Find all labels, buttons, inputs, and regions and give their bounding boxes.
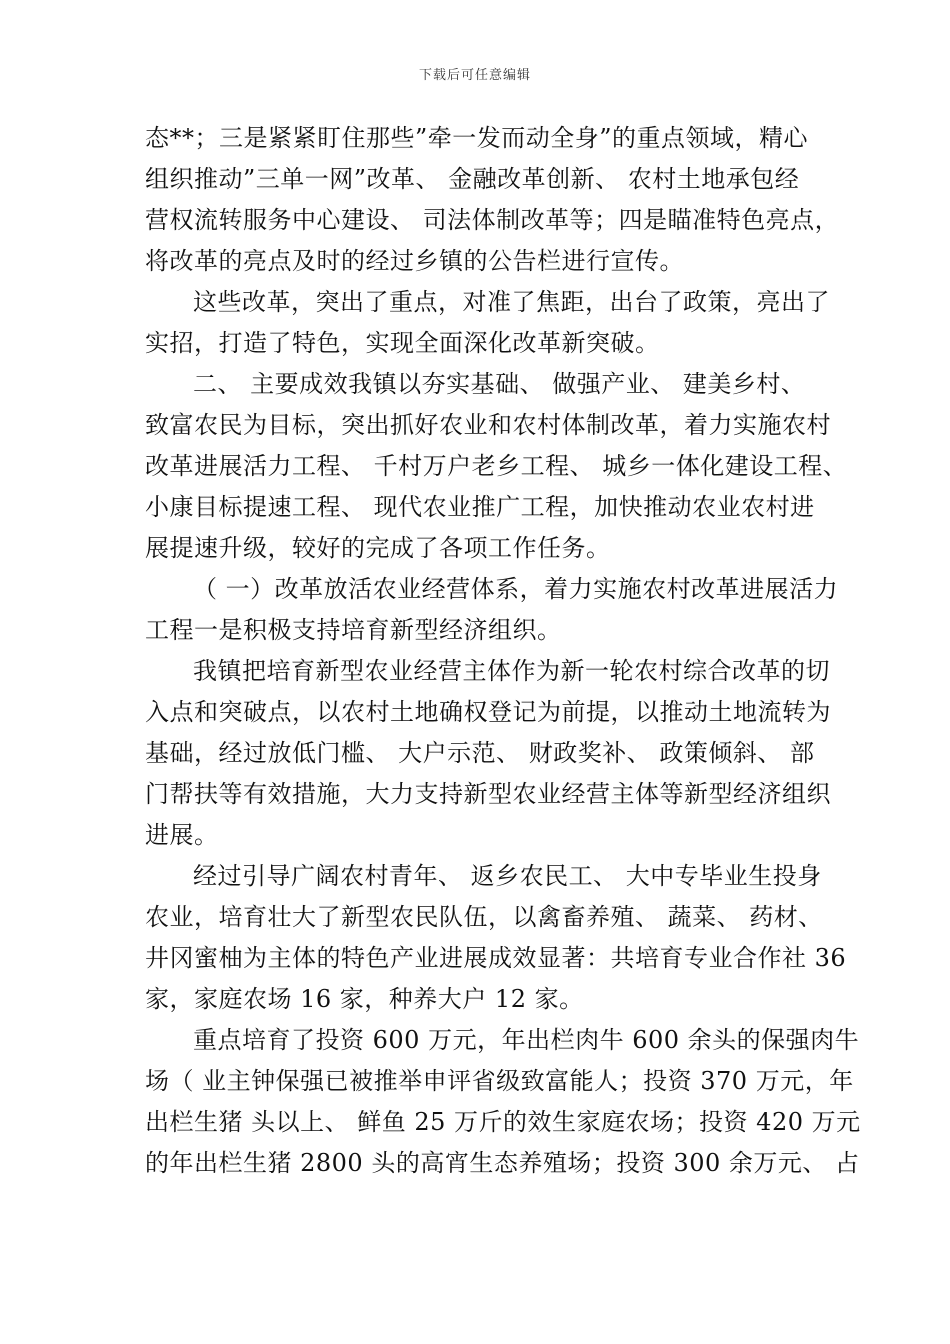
paragraph-5 [145, 651, 831, 856]
text-line: 基础，经过放低门槛、 大户示范、 财政奖补、 政策倾斜、 部 [145, 739, 815, 767]
paragraph-4 [145, 569, 839, 651]
text-line: 出栏生猪 头以上、 鲜鱼 25 万斤的效生家庭农场；投资 420 万元 [145, 1108, 861, 1136]
text-line: 家，家庭农场 16 家，种养大户 12 家。 [145, 985, 584, 1013]
paragraph-2 [145, 282, 830, 364]
text-line: 组织推动”三单一网”改革、 金融改革创新、 农村土地承包经 [145, 165, 800, 193]
text-line: 致富农民为目标，突出抓好农业和农村体制改革，着力实施农村 [145, 411, 831, 439]
text-line: 小康目标提速工程、 现代农业推广工程，加快推动农业农村进 [145, 493, 815, 521]
paragraph-1 [145, 118, 840, 282]
text-line: 重点培育了投资 600 万元，年出栏肉牛 600 余头的保强肉牛 [193, 1026, 860, 1054]
text-line: 农业，培育壮大了新型农民队伍，以禽畜养殖、 蔬菜、 药材、 [145, 903, 823, 931]
text-line: 将改革的亮点及时的经过乡镇的公告栏进行宣传。 [145, 247, 684, 275]
paragraph-7 [145, 1020, 861, 1184]
text-line: 营权流转服务中心建设、 司法体制改革等；四是瞄准特色亮点， [145, 206, 840, 234]
text-line: 经过引导广阔农村青年、 返乡农民工、 大中专毕业生投身 [193, 862, 822, 890]
text-line: 门帮扶等有效措施，大力支持新型农业经营主体等新型经济组织 [145, 780, 831, 808]
paragraph-3 [145, 364, 848, 569]
text-line: 展提速升级，较好的完成了各项工作任务。 [145, 534, 611, 562]
text-line: 的年出栏生猪 2800 头的高宵生态养殖场；投资 300 余万元、 占 [145, 1149, 860, 1177]
text-line: （ 一）改革放活农业经营体系，着力实施农村改革进展活力 [193, 575, 839, 603]
paragraph-6 [145, 856, 847, 1020]
text-line: 这些改革，突出了重点，对准了焦距，出台了政策，亮出了 [193, 288, 830, 316]
text-line: 入点和突破点，以农村土地确权登记为前提，以推动土地流转为 [145, 698, 831, 726]
text-line: 实招，打造了特色，实现全面深化改革新突破。 [145, 329, 660, 357]
page-header: 下载后可任意编辑 [418, 68, 531, 83]
text-line: 井冈蜜柚为主体的特色产业进展成效显著：共培育专业合作社 36 [145, 944, 847, 972]
document-body [145, 118, 861, 1184]
text-line: 改革进展活力工程、 千村万户老乡工程、 城乡一体化建设工程、 [145, 452, 848, 480]
text-line: 场（ 业主钟保强已被推举申评省级致富能人；投资 370 万元，年 [145, 1067, 854, 1095]
text-line: 进展。 [145, 821, 219, 849]
text-line: 我镇把培育新型农业经营主体作为新一轮农村综合改革的切 [193, 657, 830, 685]
text-line: 二、 主要成效我镇以夯实基础、 做强产业、 建美乡村、 [193, 370, 806, 398]
text-line: 工程一是积极支持培育新型经济组织。 [145, 616, 562, 644]
text-line: 态**；三是紧紧盯住那些”牵一发而动全身”的重点领域，精心 [145, 124, 809, 152]
